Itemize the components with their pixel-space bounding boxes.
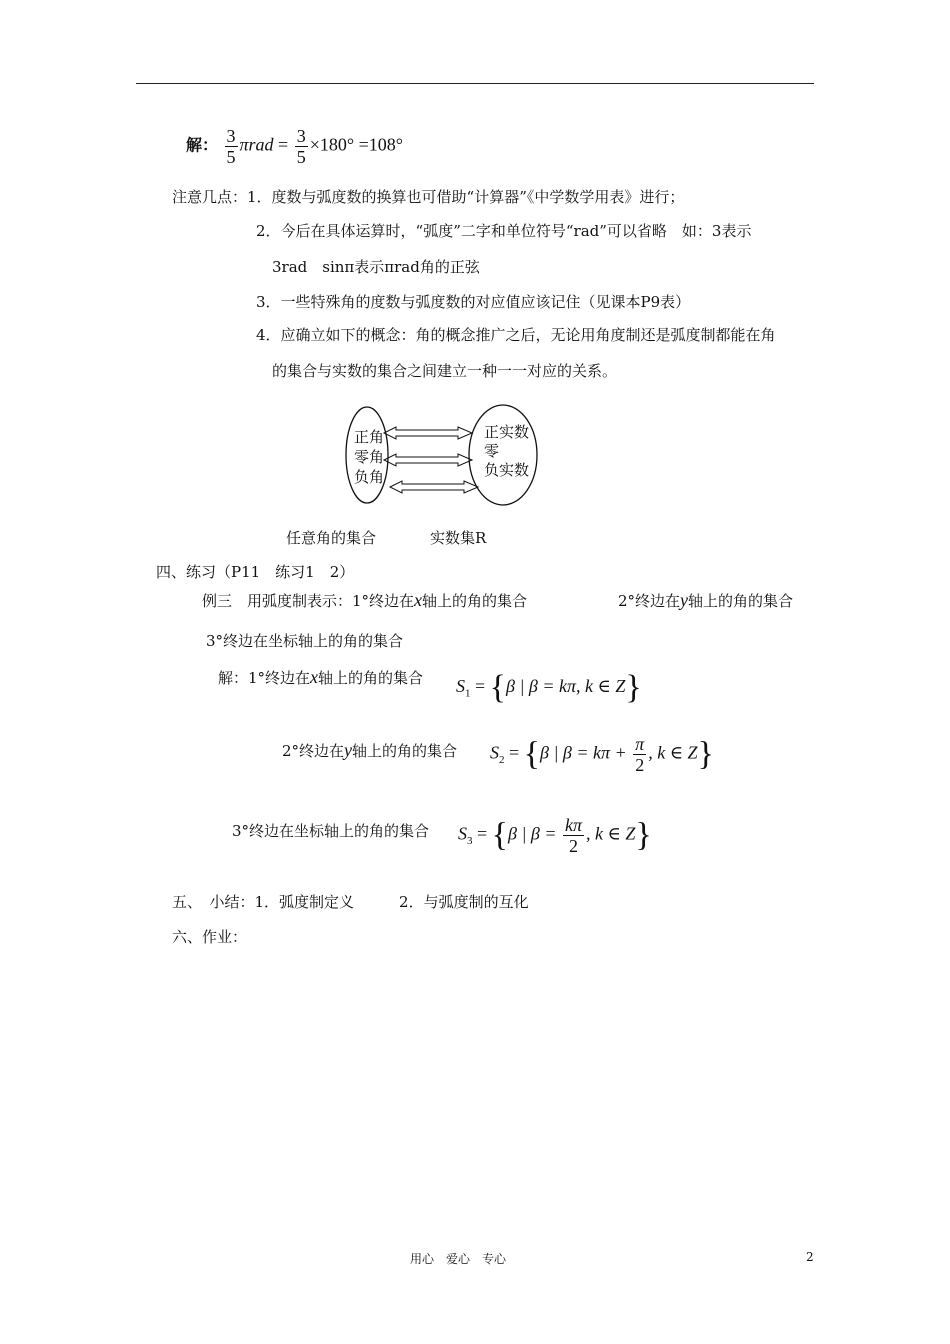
- solution-2-text: 2°终边在y轴上的角的集合: [282, 740, 458, 760]
- set-s2: $S_2 = \{\beta$ | β = kπ + $\frac{\pi}{2}$ , k ∈ Z}: [490, 734, 714, 775]
- right-item-negative: 负实数: [484, 461, 530, 479]
- solution-1-text: 解：1°终边在x轴上的角的集合: [218, 667, 424, 687]
- note-4a: 4．应确立如下的概念：角的概念推广之后，无论用角度制还是弧度制都能在角: [256, 326, 776, 344]
- note-2a: 2．今后在具体运算时，“弧度”二字和单位符号“rad”可以省略 如：3表示: [256, 222, 752, 240]
- right-item-positive: 正实数: [484, 423, 530, 441]
- set-s1: $S_1 = \{\beta$ | β = kπ, k ∈ Z}: [456, 669, 642, 706]
- fraction-kpi-2: $\frac{k\pi}{2}$: [565, 815, 583, 856]
- homework-line: 六、作业：: [172, 928, 248, 946]
- solution-formula: 解： $\frac{3}{5}$ πrad = $\frac{3}{5}$ ×180° =108°: [186, 126, 403, 167]
- solution-label: 解：: [186, 137, 219, 155]
- example-three-part2: 2°终边在y轴上的角的集合: [618, 590, 794, 610]
- note-3: 3．一些特殊角的度数与弧度数的对应值应该记住（见课本P9表）: [256, 293, 691, 311]
- note-2b: 3rad sinπ表示πrad角的正弦: [272, 258, 480, 276]
- fraction-3-5-b: $\frac{3}{5}$: [296, 126, 306, 167]
- note-4b: 的集合与实数的集合之间建立一种一一对应的关系。: [272, 362, 618, 380]
- fraction-pi-2: $\frac{\pi}{2}$: [635, 734, 645, 775]
- solution-3-text: 3°终边在坐标轴上的角的集合: [232, 822, 430, 840]
- pi-rad: πrad: [239, 134, 274, 155]
- page-number: 2: [806, 1250, 814, 1264]
- solution-result: =108°: [358, 134, 403, 155]
- example-three: 例三 用弧度制表示：1°终边在x轴上的角的集合: [202, 590, 528, 610]
- right-item-zero: 零: [484, 442, 500, 460]
- caption-angles: 任意角的集合: [286, 529, 377, 547]
- header-rule: [136, 83, 814, 84]
- fraction-3-5: $\frac{3}{5}$: [226, 126, 236, 167]
- footer-motto: 用心 爱心 专心: [410, 1252, 507, 1266]
- right-set-ellipse: [469, 405, 537, 505]
- double-arrow-middle: [384, 454, 472, 466]
- example-three-part3: 3°终边在坐标轴上的角的集合: [206, 632, 404, 650]
- caption-reals: 实数集R: [430, 529, 487, 547]
- practice-heading: 四、练习（P11 练习1 2）: [156, 563, 355, 581]
- double-arrow-top: [384, 427, 472, 439]
- note-1: 注意几点：1．度数与弧度数的换算也可借助“计算器”《中学数学用表》进行；: [172, 188, 685, 206]
- double-arrow-bottom: [390, 481, 478, 493]
- left-item-negative: 负角: [354, 468, 385, 486]
- left-item-zero: 零角: [354, 448, 385, 466]
- summary-line: 五、 小结：1．弧度制定义 2．与弧度制的互化: [172, 893, 529, 911]
- set-s3: $S_3 = \{\beta$ | β = $\frac{k\pi}{2}$ , k ∈ Z}: [458, 815, 652, 856]
- left-item-positive: 正角: [354, 428, 385, 446]
